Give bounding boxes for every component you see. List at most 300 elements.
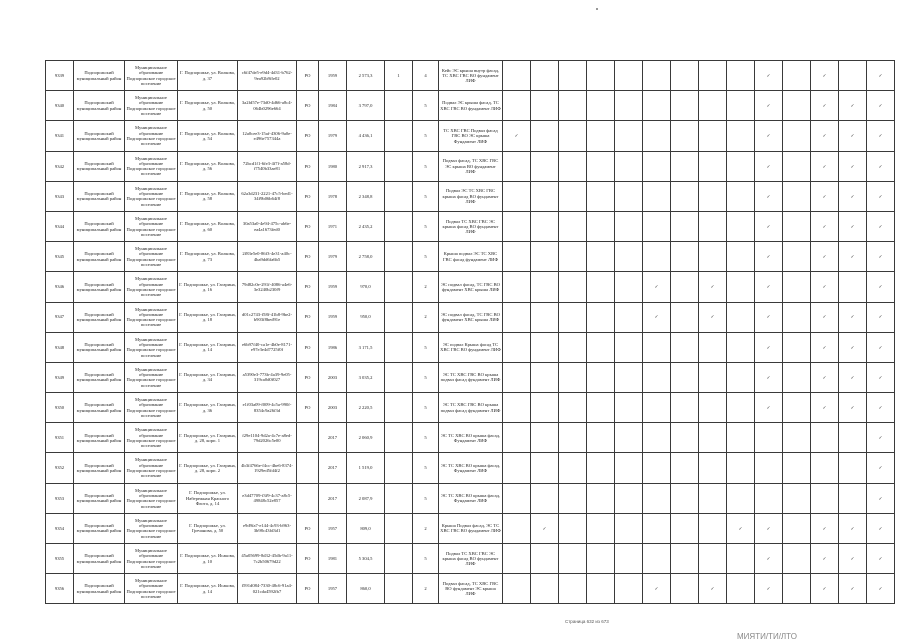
year-cell: 1959: [319, 61, 347, 91]
empty-check-cell: [643, 393, 671, 423]
empty-check-cell: [671, 483, 699, 513]
checkmark-icon: ✓: [811, 574, 839, 604]
empty-check-cell: [671, 121, 699, 151]
empty-check-cell: [783, 61, 811, 91]
works-list-cell: Кейс ЭС крыша внутр фасад, ТС ХВС ГВС ВО фундамент ЛИФ: [439, 61, 503, 91]
empty-check-cell: [531, 362, 559, 392]
empty-check-cell: [559, 302, 587, 332]
empty-check-cell: [587, 302, 615, 332]
count-cell: [385, 211, 413, 241]
row-number-cell: 9354: [46, 513, 74, 543]
empty-check-cell: [615, 61, 643, 91]
empty-check-cell: [531, 423, 559, 453]
empty-check-cell: [587, 151, 615, 181]
empty-check-cell: [811, 483, 839, 513]
empty-check-cell: [587, 393, 615, 423]
empty-check-cell: [503, 91, 531, 121]
count-cell: [385, 423, 413, 453]
count-cell: [385, 302, 413, 332]
settlement-cell: Муниципальное образование Подпорожское городское поселение: [125, 121, 178, 151]
empty-check-cell: [615, 151, 643, 181]
checkmark-icon: ✓: [839, 393, 867, 423]
empty-check-cell: [783, 91, 811, 121]
settlement-cell: Муниципальное образование Подпорожское городское поселение: [125, 513, 178, 543]
settlement-cell: Муниципальное образование Подпорожское городское поселение: [125, 91, 178, 121]
object-type-cell: PO: [297, 211, 319, 241]
checkmark-icon: ✓: [755, 332, 783, 362]
row-number-cell: 9343: [46, 181, 74, 211]
district-cell: Подпорожский муниципальный район: [74, 121, 125, 151]
checkmark-icon: ✓: [839, 121, 867, 151]
row-number-cell: 9345: [46, 242, 74, 272]
checkmark-icon: ✓: [643, 272, 671, 302]
works-list-cell: ЭС ТС ХВС ГВС ВО крыша подвал фасад фундамент ЛИФ: [439, 393, 503, 423]
empty-check-cell: [699, 181, 727, 211]
settlement-cell: Муниципальное образование Подпорожское городское поселение: [125, 362, 178, 392]
empty-check-cell: [699, 453, 727, 483]
empty-check-cell: [727, 332, 755, 362]
address-cell: Г. Подпорожье, ул. Волкова, д. 58: [178, 181, 238, 211]
object-type-cell: PO: [297, 362, 319, 392]
empty-check-cell: [727, 453, 755, 483]
checkmark-icon: ✓: [755, 91, 783, 121]
empty-check-cell: [587, 121, 615, 151]
table-row: [46, 181, 895, 211]
checkmark-icon: ✓: [755, 61, 783, 91]
row-number-cell: 9355: [46, 544, 74, 574]
address-cell: Г. Подпорожье, ул. Гречанова, д. 50: [178, 513, 238, 543]
row-number-cell: 9353: [46, 483, 74, 513]
checkmark-icon: ✓: [867, 121, 895, 151]
row-number-cell: 9340: [46, 91, 74, 121]
empty-check-cell: [587, 181, 615, 211]
checkmark-icon: ✓: [867, 574, 895, 604]
empty-check-cell: [503, 61, 531, 91]
works-list-cell: ТС ХВС ГВС Подвал фасад ГВС ВО ЭС крыша Фундамент ЛИФ: [439, 121, 503, 151]
guid-cell: f29e1104-9d2a-4c7e-a8ed-79d2026c5e00: [238, 423, 297, 453]
empty-check-cell: [559, 91, 587, 121]
object-type-cell: PO: [297, 302, 319, 332]
empty-check-cell: [783, 332, 811, 362]
count-cell: [385, 393, 413, 423]
object-type-cell: PO: [297, 151, 319, 181]
year-cell: 1957: [319, 574, 347, 604]
works-list-cell: Крыша подвал ЭС ТС ХВС ГВС фасад фундамент ЛИФ: [439, 242, 503, 272]
empty-check-cell: [503, 423, 531, 453]
works-list-cell: ЭС ТС ХВС ВО крыша фасад, Фундамент ЛИФ: [439, 483, 503, 513]
empty-check-cell: [531, 453, 559, 483]
empty-check-cell: [559, 453, 587, 483]
year-cell: 2017: [319, 423, 347, 453]
empty-check-cell: [783, 574, 811, 604]
empty-check-cell: [503, 393, 531, 423]
row-number-cell: 9349: [46, 362, 74, 392]
settlement-cell: Муниципальное образование Подпорожское городское поселение: [125, 181, 178, 211]
works-list-cell: Подвал ЭС крыша фасад, ТС ХВС ГВС ВО фундамент ЛИФ: [439, 91, 503, 121]
empty-check-cell: [503, 513, 531, 543]
row-number-cell: 9351: [46, 423, 74, 453]
floors-cell: 5: [413, 181, 439, 211]
floors-cell: 5: [413, 242, 439, 272]
empty-check-cell: [671, 61, 699, 91]
district-cell: Подпорожский муниципальный район: [74, 91, 125, 121]
guid-cell: 45a05699-8d32-45db-9a11-7c2b50679d22: [238, 544, 297, 574]
empty-check-cell: [671, 272, 699, 302]
table-row: [46, 393, 895, 423]
checkmark-icon: ✓: [811, 393, 839, 423]
district-cell: Подпорожский муниципальный район: [74, 151, 125, 181]
count-cell: [385, 272, 413, 302]
works-list-cell: Подвал ЭС ТС ХВС ГВС крыша фасад ВО фундамент ЛИФ: [439, 181, 503, 211]
empty-check-cell: [587, 61, 615, 91]
empty-check-cell: [643, 483, 671, 513]
guid-cell: 79d82c0e-291f-4086-a4e6-3e3240b230f9: [238, 272, 297, 302]
row-number-cell: 9348: [46, 332, 74, 362]
empty-check-cell: [671, 544, 699, 574]
empty-check-cell: [811, 453, 839, 483]
address-cell: Г. Подпорожье, ул. Исакова, д. 10: [178, 544, 238, 574]
empty-check-cell: [531, 181, 559, 211]
empty-check-cell: [615, 453, 643, 483]
guid-cell: f591d084-7330-48c6-91a4-021cda4592fb7: [238, 574, 297, 604]
empty-check-cell: [587, 362, 615, 392]
row-number-cell: 9350: [46, 393, 74, 423]
row-number-cell: 9339: [46, 61, 74, 91]
checkmark-icon: ✓: [867, 393, 895, 423]
empty-check-cell: [615, 423, 643, 453]
floors-cell: 5: [413, 423, 439, 453]
empty-check-cell: [839, 483, 867, 513]
checkmark-icon: ✓: [867, 211, 895, 241]
empty-check-cell: [783, 302, 811, 332]
empty-check-cell: [783, 544, 811, 574]
checkmark-icon: ✓: [867, 423, 895, 453]
table-row: [46, 242, 895, 272]
empty-check-cell: [531, 544, 559, 574]
floors-cell: 5: [413, 453, 439, 483]
count-cell: [385, 574, 413, 604]
row-number-cell: 9342: [46, 151, 74, 181]
checkmark-icon: ✓: [839, 242, 867, 272]
empty-check-cell: [643, 61, 671, 91]
settlement-cell: Муниципальное образование Подпорожское городское поселение: [125, 272, 178, 302]
year-cell: 2017: [319, 483, 347, 513]
checkmark-icon: ✓: [867, 453, 895, 483]
empty-check-cell: [643, 181, 671, 211]
checkmark-icon: ✓: [867, 332, 895, 362]
works-list-cell: ЭС подвал Крыша фасад ТС ХВС ГВС ВО фундамент ЛИФ: [439, 332, 503, 362]
floors-cell: 5: [413, 332, 439, 362]
empty-check-cell: [531, 302, 559, 332]
guid-cell: e9d9fa7-e144-4c93-b963-3b98c43fd3d1: [238, 513, 297, 543]
object-type-cell: [297, 423, 319, 453]
year-cell: 1978: [319, 181, 347, 211]
area-cell: 809,0: [347, 513, 385, 543]
empty-check-cell: [643, 513, 671, 543]
empty-check-cell: [727, 121, 755, 151]
year-cell: 1979: [319, 242, 347, 272]
year-cell: 1980: [319, 151, 347, 181]
empty-check-cell: [559, 574, 587, 604]
empty-check-cell: [531, 393, 559, 423]
checkmark-icon: ✓: [839, 91, 867, 121]
year-cell: 1957: [319, 513, 347, 543]
empty-check-cell: [531, 242, 559, 272]
district-cell: Подпорожский муниципальный район: [74, 513, 125, 543]
guid-cell: c6f47de5-e9d4-4d31-b762-9ea92b9ffe02: [238, 61, 297, 91]
empty-check-cell: [699, 483, 727, 513]
guid-cell: 12a0cee3-15af-4306-9a0e-e496e757344a: [238, 121, 297, 151]
empty-check-cell: [783, 362, 811, 392]
checkmark-icon: ✓: [811, 332, 839, 362]
table-row: [46, 574, 895, 604]
works-list-cell: Крыша Подвал фасад, ЭС ТС ХВС ГВС ВО фундамент ЛИФ: [439, 513, 503, 543]
district-cell: Подпорожский муниципальный район: [74, 453, 125, 483]
checkmark-icon: ✓: [867, 151, 895, 181]
address-cell: Г. Подпорожье, ул. Гагарина, д. 28, корп. 1: [178, 423, 238, 453]
district-cell: Подпорожский муниципальный район: [74, 272, 125, 302]
empty-check-cell: [783, 181, 811, 211]
count-cell: 1: [385, 61, 413, 91]
empty-check-cell: [699, 362, 727, 392]
district-cell: Подпорожский муниципальный район: [74, 423, 125, 453]
guid-cell: e3d47709-f3f9-4c37-a8c5-49848c52e857: [238, 483, 297, 513]
empty-check-cell: [727, 242, 755, 272]
year-cell: 1959: [319, 302, 347, 332]
district-cell: Подпорожский муниципальный район: [74, 332, 125, 362]
area-cell: 2 060,9: [347, 423, 385, 453]
empty-check-cell: [643, 211, 671, 241]
area-cell: 2 758,0: [347, 242, 385, 272]
checkmark-icon: ✓: [811, 91, 839, 121]
floors-cell: 5: [413, 544, 439, 574]
empty-check-cell: [531, 121, 559, 151]
empty-check-cell: [671, 513, 699, 543]
empty-check-cell: [671, 393, 699, 423]
table-body: [46, 61, 895, 604]
object-type-cell: PO: [297, 181, 319, 211]
settlement-cell: Муниципальное образование Подпорожское городское поселение: [125, 302, 178, 332]
area-cell: 860,0: [347, 574, 385, 604]
district-cell: Подпорожский муниципальный район: [74, 211, 125, 241]
empty-check-cell: [503, 151, 531, 181]
area-cell: 3 797,0: [347, 91, 385, 121]
year-cell: 1981: [319, 544, 347, 574]
settlement-cell: Муниципальное образование Подпорожское городское поселение: [125, 242, 178, 272]
area-cell: 5 304,5: [347, 544, 385, 574]
district-cell: Подпорожский муниципальный район: [74, 181, 125, 211]
empty-check-cell: [727, 181, 755, 211]
empty-check-cell: [643, 151, 671, 181]
table-row: [46, 302, 895, 332]
empty-check-cell: [587, 242, 615, 272]
checkmark-icon: ✓: [503, 121, 531, 151]
count-cell: [385, 362, 413, 392]
empty-check-cell: [699, 211, 727, 241]
empty-check-cell: [531, 61, 559, 91]
empty-check-cell: [503, 181, 531, 211]
empty-check-cell: [699, 151, 727, 181]
checkmark-icon: ✓: [755, 393, 783, 423]
empty-check-cell: [587, 513, 615, 543]
area-cell: 2 435,2: [347, 211, 385, 241]
object-type-cell: PO: [297, 574, 319, 604]
empty-check-cell: [671, 91, 699, 121]
checkmark-icon: ✓: [699, 302, 727, 332]
checkmark-icon: ✓: [755, 574, 783, 604]
empty-check-cell: [587, 483, 615, 513]
table-row: [46, 513, 895, 543]
empty-check-cell: [783, 483, 811, 513]
empty-check-cell: [755, 453, 783, 483]
floors-cell: 4: [413, 61, 439, 91]
empty-check-cell: [783, 242, 811, 272]
floors-cell: 5: [413, 483, 439, 513]
checkmark-icon: ✓: [811, 181, 839, 211]
empty-check-cell: [671, 302, 699, 332]
empty-check-cell: [671, 151, 699, 181]
checkmark-icon: ✓: [839, 211, 867, 241]
empty-check-cell: [615, 272, 643, 302]
empty-check-cell: [643, 91, 671, 121]
area-cell: 3 035,2: [347, 362, 385, 392]
checkmark-icon: ✓: [867, 242, 895, 272]
settlement-cell: Муниципальное образование Подпорожское городское поселение: [125, 61, 178, 91]
empty-check-cell: [503, 483, 531, 513]
table-row: [46, 332, 895, 362]
empty-check-cell: [559, 242, 587, 272]
empty-check-cell: [615, 242, 643, 272]
district-cell: Подпорожский муниципальный район: [74, 483, 125, 513]
works-list-cell: ЭС ТС ХВС ВО крыша фасад, Фундамент ЛИФ: [439, 423, 503, 453]
empty-check-cell: [727, 211, 755, 241]
guid-cell: d01c2743-f58f-41b8-9be2-b903f8bed91e: [238, 302, 297, 332]
row-number-cell: 9352: [46, 453, 74, 483]
object-type-cell: PO: [297, 242, 319, 272]
empty-check-cell: [699, 332, 727, 362]
empty-check-cell: [559, 362, 587, 392]
floors-cell: 5: [413, 151, 439, 181]
checkmark-icon: ✓: [839, 302, 867, 332]
empty-check-cell: [727, 61, 755, 91]
empty-check-cell: [615, 302, 643, 332]
empty-check-cell: [531, 574, 559, 604]
empty-check-cell: [699, 513, 727, 543]
checkmark-icon: ✓: [839, 574, 867, 604]
empty-check-cell: [699, 393, 727, 423]
object-type-cell: [297, 483, 319, 513]
checkmark-icon: ✓: [867, 61, 895, 91]
floors-cell: 2: [413, 513, 439, 543]
table-row: [46, 483, 895, 513]
count-cell: [385, 91, 413, 121]
empty-check-cell: [503, 211, 531, 241]
empty-check-cell: [699, 423, 727, 453]
checkmark-icon: ✓: [811, 272, 839, 302]
checkmark-icon: ✓: [811, 151, 839, 181]
empty-check-cell: [559, 181, 587, 211]
checkmark-icon: ✓: [699, 272, 727, 302]
checkmark-icon: ✓: [811, 242, 839, 272]
area-cell: 3 171,5: [347, 332, 385, 362]
housing-register-table: [45, 60, 895, 604]
empty-check-cell: [615, 332, 643, 362]
empty-check-cell: [699, 121, 727, 151]
floors-cell: 2: [413, 574, 439, 604]
checkmark-icon: ✓: [867, 272, 895, 302]
works-list-cell: ЭС ТС ХВС ВО крыша фасад, Фундамент ЛИФ: [439, 453, 503, 483]
empty-check-cell: [643, 362, 671, 392]
object-type-cell: PO: [297, 332, 319, 362]
empty-check-cell: [559, 513, 587, 543]
empty-check-cell: [671, 453, 699, 483]
empty-check-cell: [559, 121, 587, 151]
empty-check-cell: [783, 453, 811, 483]
empty-check-cell: [559, 544, 587, 574]
table-row: [46, 423, 895, 453]
checkmark-icon: ✓: [811, 544, 839, 574]
row-number-cell: 9347: [46, 302, 74, 332]
empty-check-cell: [615, 91, 643, 121]
empty-check-cell: [643, 544, 671, 574]
empty-check-cell: [587, 453, 615, 483]
works-list-cell: Подвал ТС ХВС ГВС ЭС крыша фасад ВО фундамент ЛИФ: [439, 544, 503, 574]
works-list-cell: Подвал фасад, ТС ХВС ГВС ВО фундамент ЭС крыша ЛИФ: [439, 574, 503, 604]
checkmark-icon: ✓: [867, 513, 895, 543]
object-type-cell: PO: [297, 121, 319, 151]
year-cell: 1984: [319, 91, 347, 121]
empty-check-cell: [699, 91, 727, 121]
district-cell: Подпорожский муниципальный район: [74, 362, 125, 392]
count-cell: [385, 544, 413, 574]
guid-cell: 72bcd1f1-6fe3-4f7f-a58d-f7540b33ae81: [238, 151, 297, 181]
empty-check-cell: [671, 423, 699, 453]
district-cell: Подпорожский муниципальный район: [74, 574, 125, 604]
settlement-cell: Муниципальное образование Подпорожское городское поселение: [125, 544, 178, 574]
empty-check-cell: [559, 483, 587, 513]
empty-check-cell: [671, 574, 699, 604]
settlement-cell: Муниципальное образование Подпорожское городское поселение: [125, 453, 178, 483]
empty-check-cell: [643, 453, 671, 483]
settlement-cell: Муниципальное образование Подпорожское городское поселение: [125, 483, 178, 513]
empty-check-cell: [559, 211, 587, 241]
empty-check-cell: [503, 272, 531, 302]
checkmark-icon: ✓: [699, 574, 727, 604]
guid-cell: 4b3f4766e-f4cc-4be6-8374-1929ed5fd4f2: [238, 453, 297, 483]
empty-check-cell: [755, 483, 783, 513]
empty-check-cell: [727, 151, 755, 181]
table-row: [46, 91, 895, 121]
checkmark-icon: ✓: [531, 513, 559, 543]
empty-check-cell: [587, 211, 615, 241]
empty-check-cell: [615, 181, 643, 211]
floors-cell: 2: [413, 272, 439, 302]
checkmark-icon: ✓: [867, 181, 895, 211]
district-cell: Подпорожский муниципальный район: [74, 544, 125, 574]
empty-check-cell: [727, 272, 755, 302]
address-cell: Г. Подпорожье, ул. Волкова, д. 73: [178, 242, 238, 272]
empty-check-cell: [727, 362, 755, 392]
checkmark-icon: ✓: [811, 302, 839, 332]
checkmark-icon: ✓: [755, 151, 783, 181]
object-type-cell: PO: [297, 513, 319, 543]
settlement-cell: Муниципальное образование Подпорожское городское поселение: [125, 423, 178, 453]
count-cell: [385, 513, 413, 543]
empty-check-cell: [587, 423, 615, 453]
empty-check-cell: [839, 423, 867, 453]
empty-check-cell: [615, 574, 643, 604]
works-list-cell: Подвал фасад, ТС ХВС ГВС ЭС крыша ВО фундамент ЛИФ: [439, 151, 503, 181]
